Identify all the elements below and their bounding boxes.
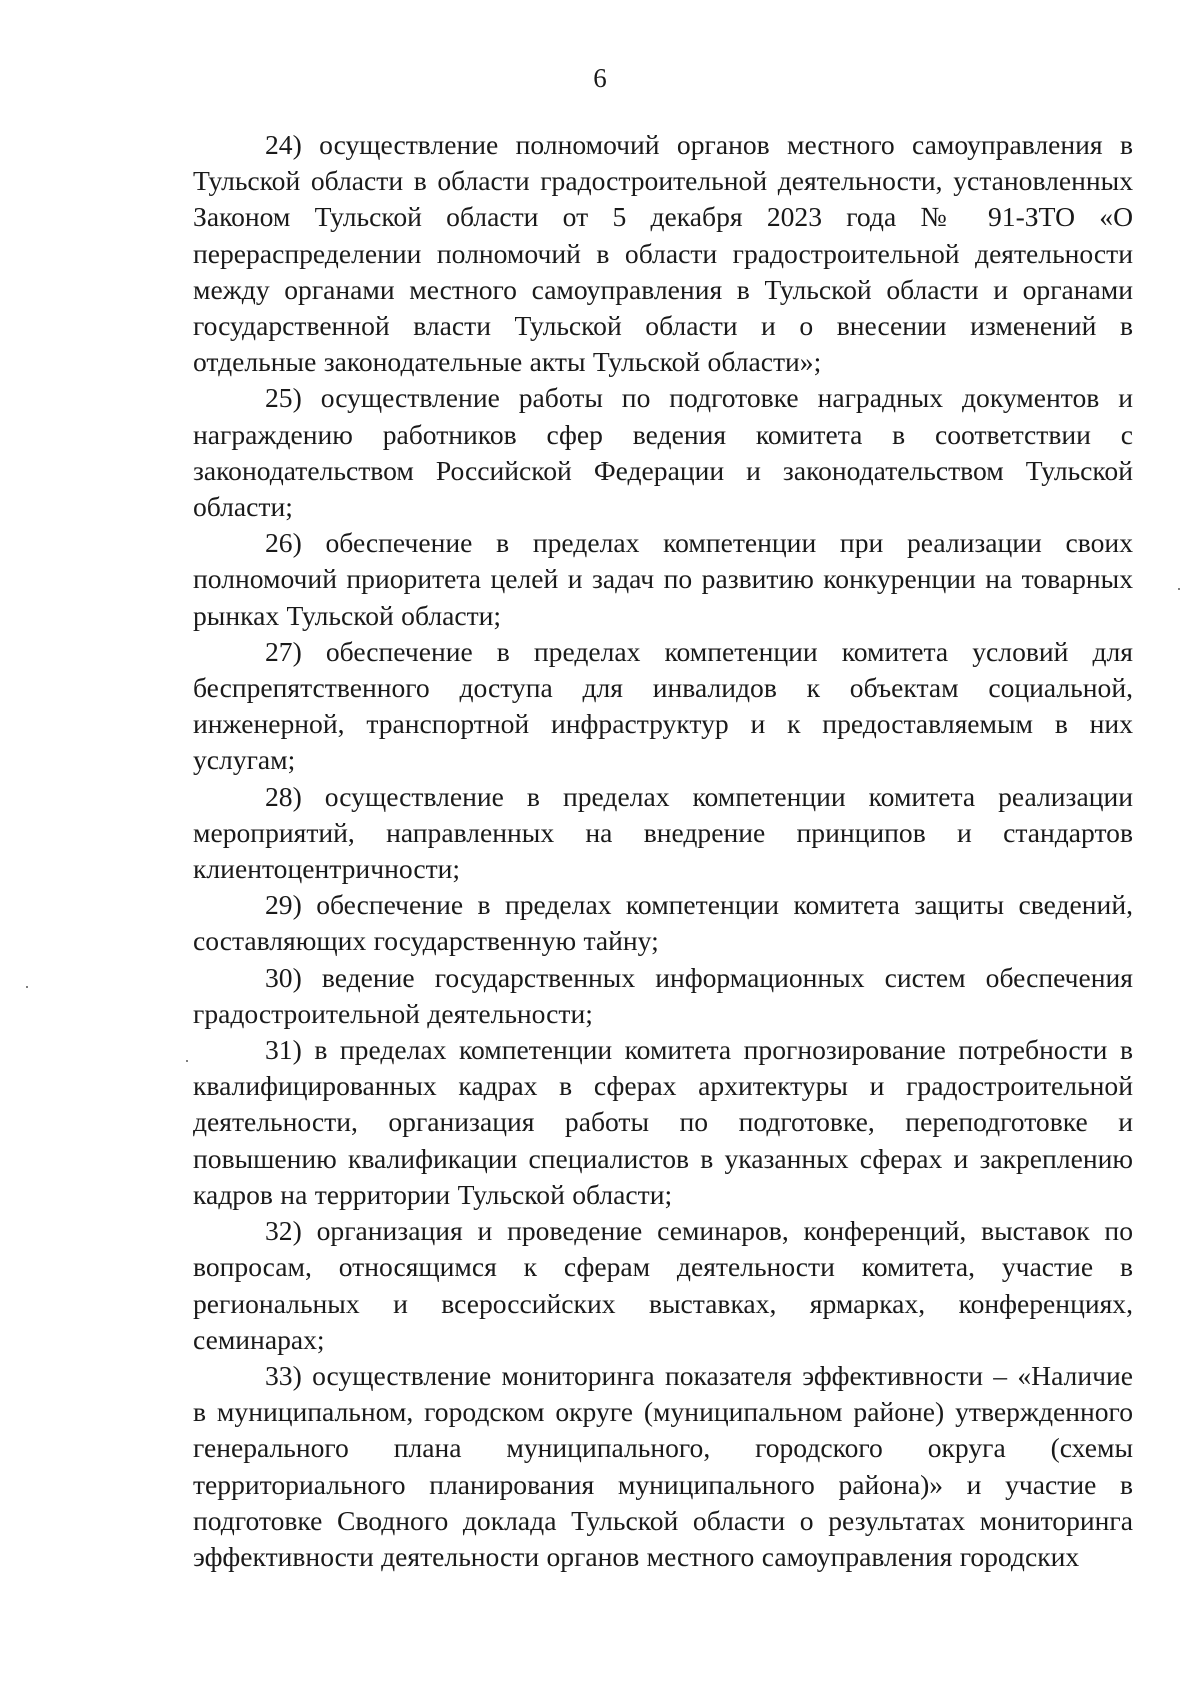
paragraph-item-29: 29) обеспечение в пределах компетенции комитета защиты сведений, составляющих государственную тайну; xyxy=(193,889,1133,957)
document-body xyxy=(193,127,1133,1575)
paragraph-item-28: 28) осуществление в пределах компетенции комитета реализации мероприятий, направленных на внедрение принципов и стандартов клиентоцентричности; xyxy=(193,780,1133,885)
paragraph-item-26: 26) обеспечение в пределах компетенции при реализации своих полномочий приоритета целей и задач по развитию конкуренции на товарных рынках Тульской области; xyxy=(193,527,1133,631)
paragraph-item-31: 31) в пределах компетенции комитета прогнозирование потребности в квалифицированных кадрах в сферах архитектуры и градостроительной деятельности, организация работы по подготовке, переподготовке и повышению квалификации специалистов в указанных сферах и закреплению кадров на территории Тульской области; xyxy=(193,1034,1133,1210)
scan-speck xyxy=(186,1060,188,1062)
scan-speck xyxy=(26,986,28,988)
page-number: 6 xyxy=(593,63,607,93)
paragraph-item-24: 24) осуществление полномочий органов местного самоуправления в Тульской области в области градостроительной деятельности, установленных Законом Тульской области от 5 декабря 2023 года № 91-ЗТО «О перераспределении полномочий в области градостроительной деятельности между органами местного самоуправления в Тульской области и органами государственной власти Тульской области и о внесении изменений в отдельные законодательные акты Тульской области»; xyxy=(193,129,1133,378)
paragraph-item-33: 33) осуществление мониторинга показателя эффективности – «Наличие в муниципальном, городском округе (муниципальном районе) утвержденного генерального плана муниципального, городского округа (схемы территориального планирования муниципального района)» и участие в подготовке Сводного доклада Тульской области о результатах мониторинга эффективности деятельности органов местного самоуправления городских xyxy=(193,1359,1133,1572)
scan-speck xyxy=(1178,588,1180,590)
paragraph-item-30: 30) ведение государственных информационных систем обеспечения градостроительной деятельности; xyxy=(193,961,1133,1029)
paragraph-item-27: 27) обеспечение в пределах компетенции комитета условий для беспрепятственного доступа для инвалидов к объектам социальной, инженерной, транспортной инфраструктур и к предоставляемым в них услугам; xyxy=(193,635,1133,776)
paragraph-item-25: 25) осуществление работы по подготовке наградных документов и награждению работников сфер ведения комитета в соответствии с законодательством Российской Федерации и законодательством Тульской области; xyxy=(193,382,1133,523)
paragraph-item-32: 32) организация и проведение семинаров, конференций, выставок по вопросам, относящимся к сферам деятельности комитета, участие в региональных и всероссийских выставках, ярмарках, конференциях, семинарах; xyxy=(193,1215,1133,1355)
